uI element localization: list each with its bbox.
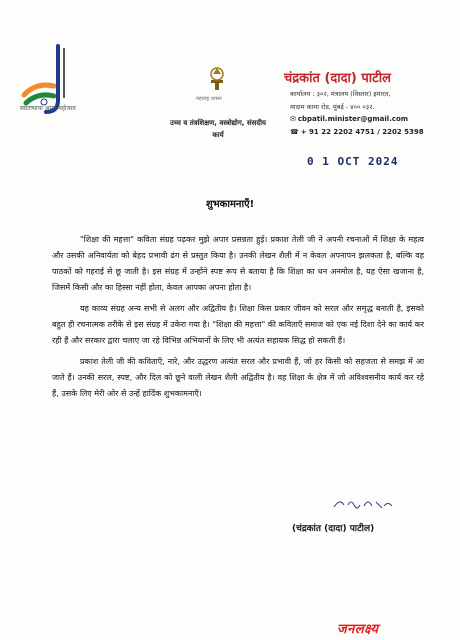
phone-number: + 91 22 2202 4751 / 2202 5398 (300, 128, 424, 136)
seal-caption: महाराष्ट्र शासन (196, 96, 222, 102)
phone-icon: ☎ (290, 128, 299, 136)
azadi-ka-amrit-mahotsav-logo (14, 40, 74, 130)
minister-name: चंद्रकांत (दादा) पाटील (284, 71, 391, 86)
signature (330, 496, 400, 512)
email-row (290, 115, 408, 123)
paragraph-1: "शिक्षा की महत्ता" कविता संग्रह पढ़कर मुझे अपार प्रसन्नता हुई। प्रकाश तेली जी ने अपनी रचनाओं में शिक्षा के महत्व और उसकी अनिवार्यता को बेहद प्रभावी ढंग से प्रस्तुत किया है। उनकी लेखन शैली में न केवल अपनापन झलकता है, बल्कि वह पाठकों को गहराई से छू जाती है। इस संग्रह में उन्होंने स्पष्ट रूप से बताया है कि शिक्षा का धन अनमोल है, यह ऐसा खजाना है, जिसमें किसी और का हिस्सा नहीं होता, केवल आपका अपना होता है। (52, 235, 424, 292)
email-address[interactable]: cbpatil.minister@gmail.com (297, 115, 409, 123)
paragraph-2: यह काव्य संग्रह अन्य सभी से अलग और अद्वितीय है। शिक्षा किस प्रकार जीवन को सरल और समृद्ध बनाती है, इसको बहुत ही रचनात्मक तरीके से इस संग्रह में उकेरा गया है। "शिक्षा की महत्ता" की कविताएँ समाज को एक नई दिशा देने का कार्य कर रही हैं और सरकार द्वारा चलाए जा रहे विभिन्न अभियानों के लिए भी अत्यंत सहायक सिद्ध हो सकती हैं। (52, 304, 424, 345)
date-stamp: 0 1 OCT 2024 (307, 155, 399, 168)
letterhead (0, 0, 460, 170)
address-line-2: मादाम कामा रोड, मुंबई - ४०० ०३२. (290, 103, 375, 111)
signatory-name: (चंद्रकांत (दादा) पाटील) (292, 524, 375, 534)
mail-icon: ✉ (290, 115, 296, 123)
letter-title: शुभकामनाएँ! (205, 199, 255, 210)
address-line-1: कार्यालय : ३०२, मंत्रालय (विस्तार) इमारत, (290, 90, 391, 98)
janlakshya-watermark-logo: जनलक्ष्य (337, 622, 379, 637)
letter-body (52, 232, 424, 407)
department-list: उच्च व तंत्रशिक्षण, वस्त्रोद्योग, संसदीय कार्य (170, 119, 266, 139)
maharashtra-seal-icon (207, 64, 227, 92)
phone-row (290, 128, 424, 136)
left-caption: स्वातंत्र्याचा अमृत महोत्सव (20, 105, 76, 112)
paragraph-3: प्रकाश तेली जी की कविताएँ, नारे, और उद्धरण अत्यंत सरल और प्रभावी हैं, जो हर किसी को सहजता से समझ में आ जाते हैं। उनकी सरल, स्पष्ट, और दिल को छूने वाली लेखन शैली अद्वितीय है। वह शिक्षा के क्षेत्र में जो अविश्वसनीय कार्य कर रहे हैं, उसके लिए मेरी ओर से उन्हें हार्दिक शुभकामनाएँ। (52, 357, 424, 398)
